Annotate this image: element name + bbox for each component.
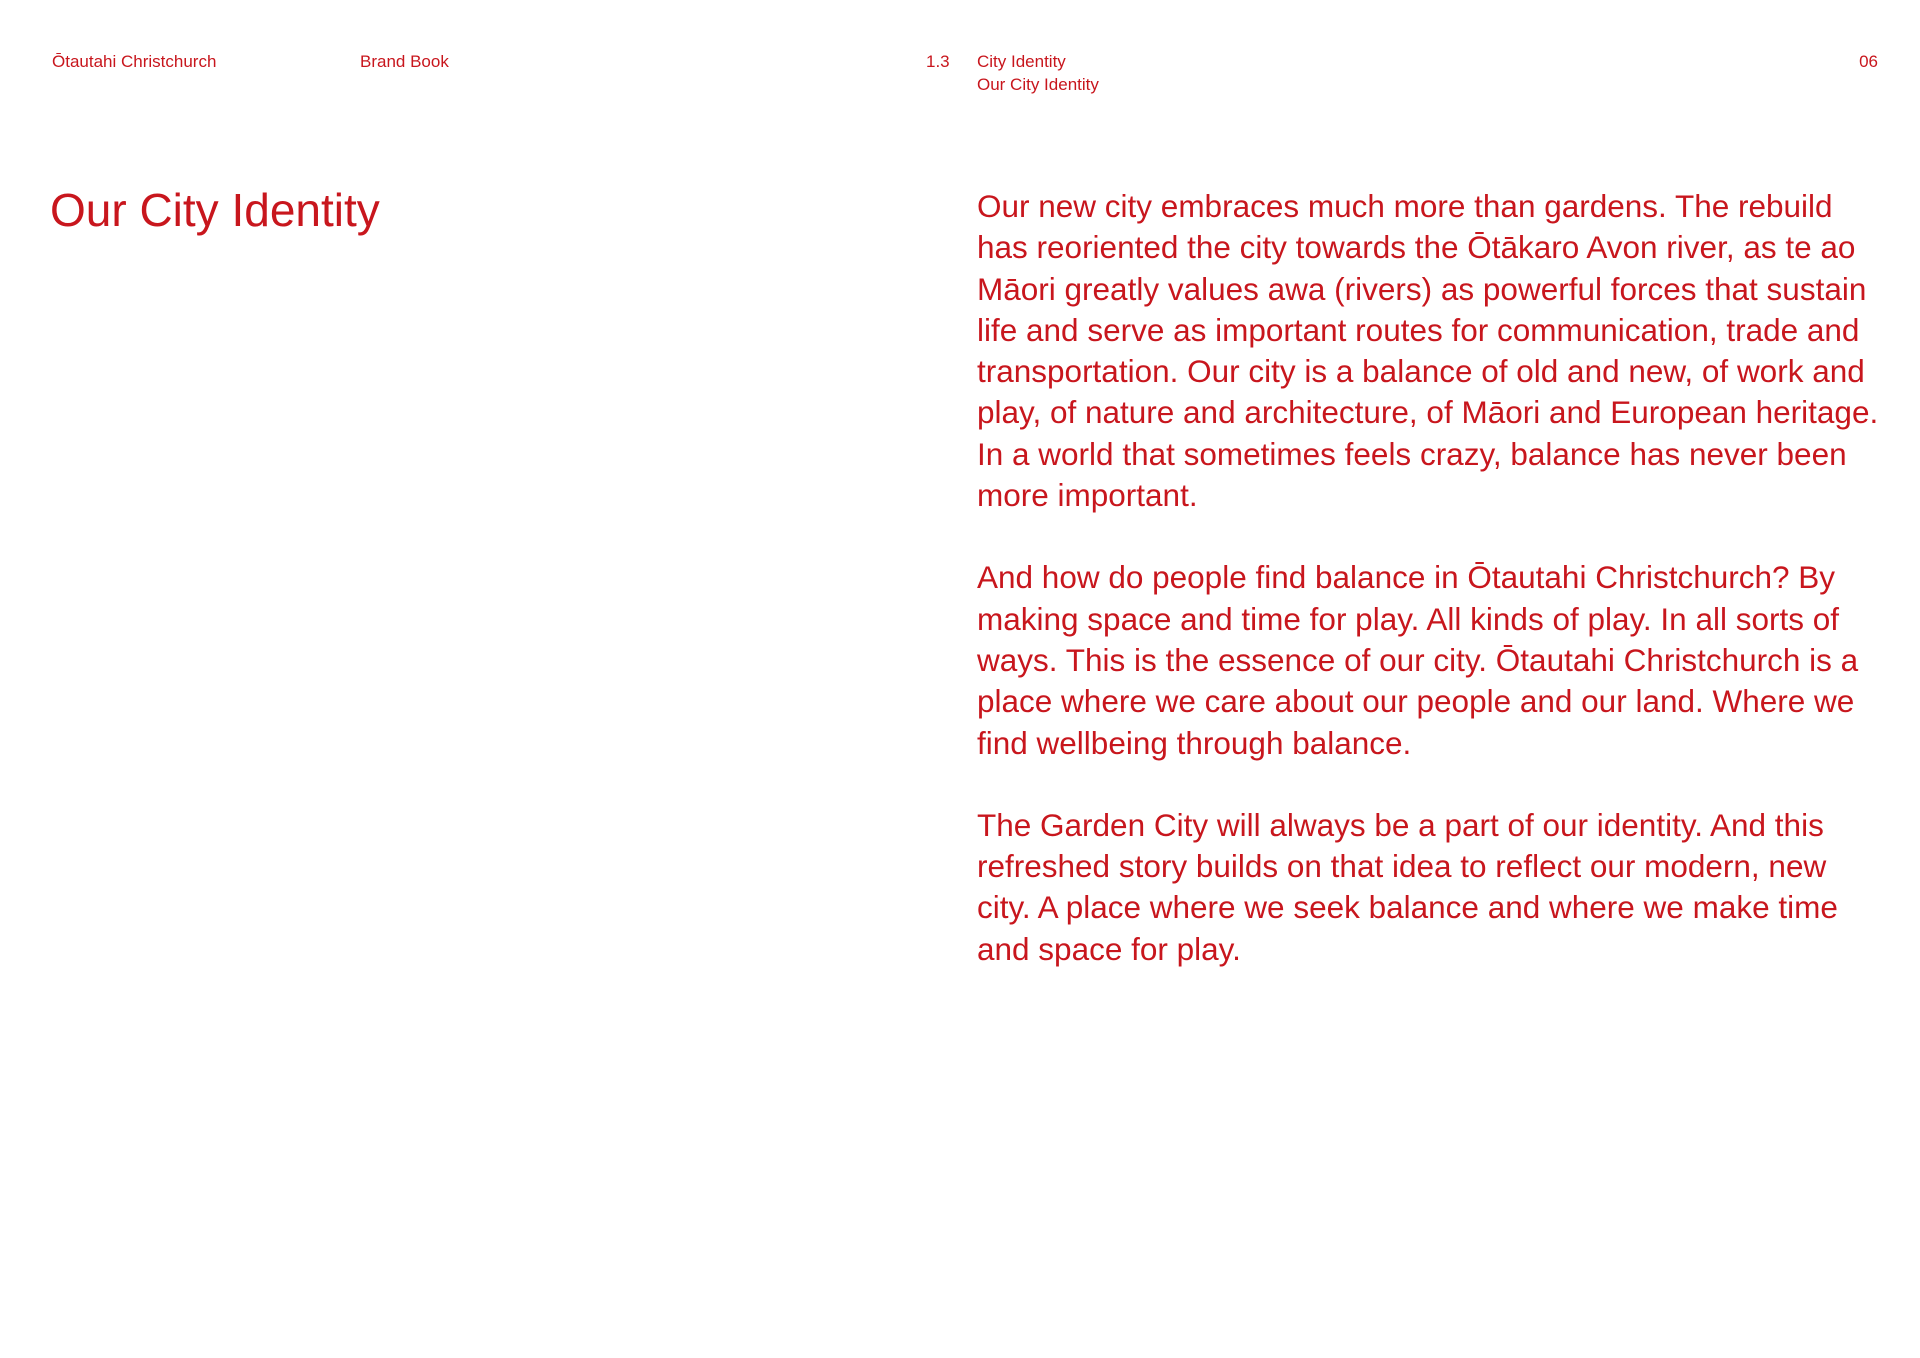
- publisher-name: Ōtautahi Christchurch: [52, 52, 217, 71]
- paragraph-3: The Garden City will always be a part of our identity. And this refreshed story builds on that idea to reflect our modern, new city. A place where we seek balance and where we make time and space for play.: [977, 806, 1838, 967]
- breadcrumb: [977, 50, 1099, 96]
- paragraph-1: Our new city embraces much more than gardens. The rebuild has reoriented the city towards the Ōtākaro Avon river, as te ao Māori greatly values awa (rivers) as powerful forces that sustain life and serve as important routes for communication, trade and transportation. Our city is a balance of old and new, of work and play, of nature and architecture, of Māori and European heritage. In a world that sometimes feels crazy, balance has never been more important.: [977, 188, 1879, 514]
- subsection-title: Our City Identity: [977, 75, 1099, 94]
- document-name: Brand Book: [360, 52, 449, 71]
- page-number: 06: [1859, 52, 1878, 71]
- page-title: Our City Identity: [50, 184, 380, 236]
- section-number: 1.3: [926, 52, 950, 71]
- body-text: [977, 186, 1882, 1011]
- section-title: City Identity: [977, 52, 1066, 71]
- paragraph-2: And how do people find balance in Ōtautahi Christchurch? By making space and time for play. All kinds of play. In all sorts of ways. This is the essence of our city. Ōtautahi Christchurch is a place where we care about our people and our land. Where we find wellbeing through balance.: [977, 559, 1859, 761]
